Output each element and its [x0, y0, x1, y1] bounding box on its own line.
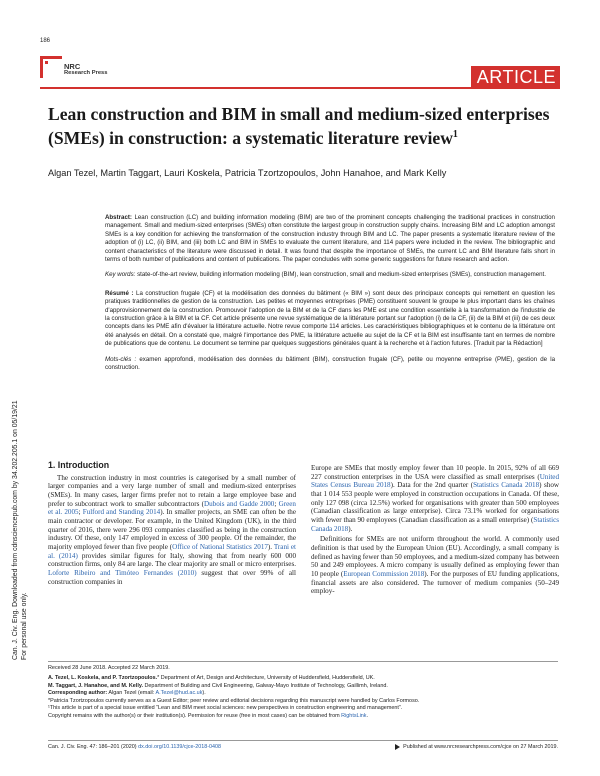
citation-link[interactable]: Loforte Ribeiro and Timóteo Fernandes (2010) [48, 568, 197, 577]
resume-paragraph [105, 290, 555, 349]
body-paragraph: Definitions for SMEs are not uniform throughout the world. A commonly used definition is that used by the European Union (EU). Accordingly, a small company is defined as having fewer than 50 employees, and a medium-sized company has between 50 and 249 employees. A micro company is usually defined as employing fewer than 10 people (European Commission 2018). For the purposes of EU funding applications, financial assets are also considered. The turnover of medium companies (50–249 employ- [311, 535, 559, 596]
editor-note: *Patricia Tzortzopoulos currently serves as a Guest Editor; peer review and editorial decisions regarding this manuscript were handled by Carlos Formoso. [48, 697, 420, 704]
citation-link[interactable]: European Commission 2018 [343, 569, 425, 578]
motscles-paragraph [105, 356, 555, 373]
copyright-note: Copyright remains with the author(s) or their institution(s). Permission for reuse (free in most cases) can be obtained from RightsLink. [48, 712, 369, 719]
keywords-paragraph [105, 271, 555, 279]
published-online-note: Published at www.nrcresearchpress.com/cjce on 27 March 2019. [403, 744, 558, 750]
affiliation-2: M. Taggart, J. Hanahoe, and M. Kelly. Department of Building and Civil Engineering, Galway-Mayo Institute of Technology, Gaillimh, Ireland. [48, 682, 388, 689]
body-column-right [311, 464, 559, 598]
citation-link[interactable]: Fulford and Standing 2014 [82, 508, 161, 517]
play-arrow-icon [395, 744, 400, 750]
citation-link[interactable]: Statistics Canada 2018 [473, 481, 540, 490]
title-text: Lean construction and BIM in small and medium-sized enterprises (SMEs) in construction: a systematic literature review [48, 104, 550, 148]
motscles-text: examen approfondi, modélisation des données du bâtiment (BIM), construction frugale (CF), petite ou moyenne entreprise (PME), gestion de la construction. [105, 355, 555, 372]
resume-label: Résumé : [105, 289, 134, 297]
section-heading-introduction: 1. Introduction [48, 460, 110, 470]
page-footer [48, 744, 558, 750]
citation-link[interactable]: Green et al. 2005 [48, 499, 296, 517]
corresponding-author: Corresponding author: Algan Tezel (email: A.Tezel@hud.ac.uk). [48, 690, 206, 697]
keywords-label: Key words: [105, 271, 136, 279]
footer-divider [48, 740, 558, 741]
body-paragraph: Europe are SMEs that mostly employ fewer than 10 people. In 2015, 92% of all 669 227 construction enterprises in the USA were classified as small enterprises (United States Census Bureau 2018). Data for the 2nd quarter (Statistics Canada 2018) show that 1 014 553 people were employed in construction occupations in Canada. Of these, only 127 098 (circa 12.5%) worked for organisations with greater than 500 employees (Canadian classification as large enterprise). Circa 73.1% worked for organisations with fewer than 90 employees (Canadian classification as a small enterprise) (Statistics Canada 2018). [311, 464, 559, 533]
abstract-paragraph [105, 214, 555, 264]
citation-link[interactable]: United States Census Bureau 2018 [311, 472, 559, 490]
abstract-section [105, 214, 555, 380]
page-number: 186 [40, 38, 51, 44]
article-title [48, 105, 558, 148]
doi-link[interactable]: dx.doi.org/10.1139/cjce-2018-0408 [138, 744, 222, 750]
download-line-2: For personal use only. [21, 592, 28, 660]
special-issue-note: ¹This article is part of a special issue entitled “Lean and BIM meet social sciences: new perspectives in construction engineering and management”. [48, 705, 403, 712]
citation-link[interactable]: Dubois and Gadde 2000 [204, 499, 275, 508]
citation-link[interactable]: Office of National Statistics 2017 [172, 542, 268, 551]
abstract-text: Lean construction (LC) and building information modeling (BIM) are two of the prominent concepts challenging the traditional practices in construction management. Small and medium-sized enterprises (SMEs) often constitute the largest group in construction supply chains. Increasing BIM and LC adoption amongst SMEs is a key condition for achieving the transformation of the construction industry through BIM and LC. The paper presents a systematic literature review of the adoption of (i) LC, (ii) BIM, and (iii) both LC and BIM in SMEs to evaluate the current literature, and 114 papers were included in the review. The bibliographic and content characteristics of the literature were discussed in detail. It was found that despite the importance of SMEs, the current LC and BIM literature falls short in terms of both number of publications and content of publications. The paper concludes with some generic suggestions for future research and action. [105, 214, 555, 264]
publisher-name: NRC [64, 62, 81, 71]
rightslink-link[interactable]: RightsLink [341, 712, 367, 719]
header-divider [40, 87, 560, 89]
author-list: Algan Tezel, Martin Taggart, Lauri Koskela, Patricia Tzortzopoulos, John Hanahoe, and Mark Kelly [48, 168, 447, 178]
footnote-divider [48, 661, 558, 662]
citation-link[interactable]: Statistics Canada 2018 [311, 515, 559, 533]
nrc-logo-icon [40, 56, 62, 78]
citation-link[interactable]: Trani et al. (2014) [48, 542, 296, 560]
resume-text: La construction frugale (CF) et la modélisation des données du bâtiment (« BIM ») sont deux des principaux concepts qui remettent en question les pratiques traditionnelles de gestion de la construction. Les petites et moyennes entreprises (PME) constituent souvent le groupe le plus important dans les chaînes d'approvisionnement de la construction. Promouvoir l'adoption de la BIM et de la CF dans les PME est une condition essentielle à la transformation de l'industrie de la construction grâce à la BIM et la CF. Cet article présente une revue systématique de la littérature portant sur l'adoption (i) de la CF, (ii) de la BIM et (iii) de ces deux concepts dans les PME afin d'évaluer la littérature actuelle. Notre revue comporte 114 articles. Les caractéristiques bibliographiques et le contenu de la littérature ont été analysés en détail. On a constaté que, malgré l'importance des PME, la littérature actuelle au sujet de la CF et la BIM est insuffisante tant en termes de nombre de publications que de contenu. Le document se termine par quelques suggestions générales quant à la recherche et à l'action futures. [Traduit par la Rédaction] [105, 289, 555, 348]
journal-citation: Can. J. Civ. Eng. 47: 186–201 (2020) dx.doi.org/10.1139/cjce-2018-0408 [48, 744, 222, 750]
title-footnote-mark[interactable]: 1 [452, 128, 458, 140]
abstract-label: Abstract: [105, 214, 132, 221]
publisher-logo [40, 56, 108, 78]
keywords-text: state-of-the-art review, building information modeling (BIM), lean construction, small and medium-sized enterprises (SMEs), construction management. [137, 271, 546, 279]
body-paragraph: The construction industry in most countries is categorised by a small number of larger companies and a very large number of small and medium-sized enterprises (SMEs). In many cases, larger firms prefer not to retain a large employee base and prefer to subcontract work to smaller subcontractors (Dubois and Gadde 2000; Green et al. 2005; Fulford and Standing 2014). In smaller projects, an SME can often be the main contractor or developer. For example, in the United Kingdom (UK), in the third quarter of 2016, there were 296 093 companies classified as being in the construction industry. Of these, only 147 employed in excess of 300 people. Of the remainder, the majority employed fewer than five people (Office of National Statistics 2017). Trani et al. (2014) provides similar figures for Italy, showing that from nearly 600 000 construction firms, only 84 are large. The clear majority are small or micro enterprises. Loforte Ribeiro and Timóteo Fernandes (2010) suggest that over 99% of all construction companies in [48, 473, 296, 586]
article-type-label: ARTICLE [471, 66, 560, 88]
publisher-subname: Research Press [64, 70, 108, 76]
affiliation-1: A. Tezel, L. Koskela, and P. Tzortzopoulos.* Department of Art, Design and Architecture, University of Huddersfield, Huddersfield, UK. [48, 675, 375, 682]
motscles-label: Mots-clés : [105, 355, 137, 363]
body-column-left [48, 461, 296, 588]
download-line-1: Can. J. Civ. Eng. Downloaded from cdnsciencepub.com by 34.202.205.1 on 05/19/21 [12, 400, 19, 660]
author-email-link[interactable]: A.Tezel@hud.ac.uk [155, 690, 203, 697]
footnotes-section [48, 665, 563, 720]
received-dates: Received 28 June 2018. Accepted 22 March 2019. [48, 665, 170, 671]
